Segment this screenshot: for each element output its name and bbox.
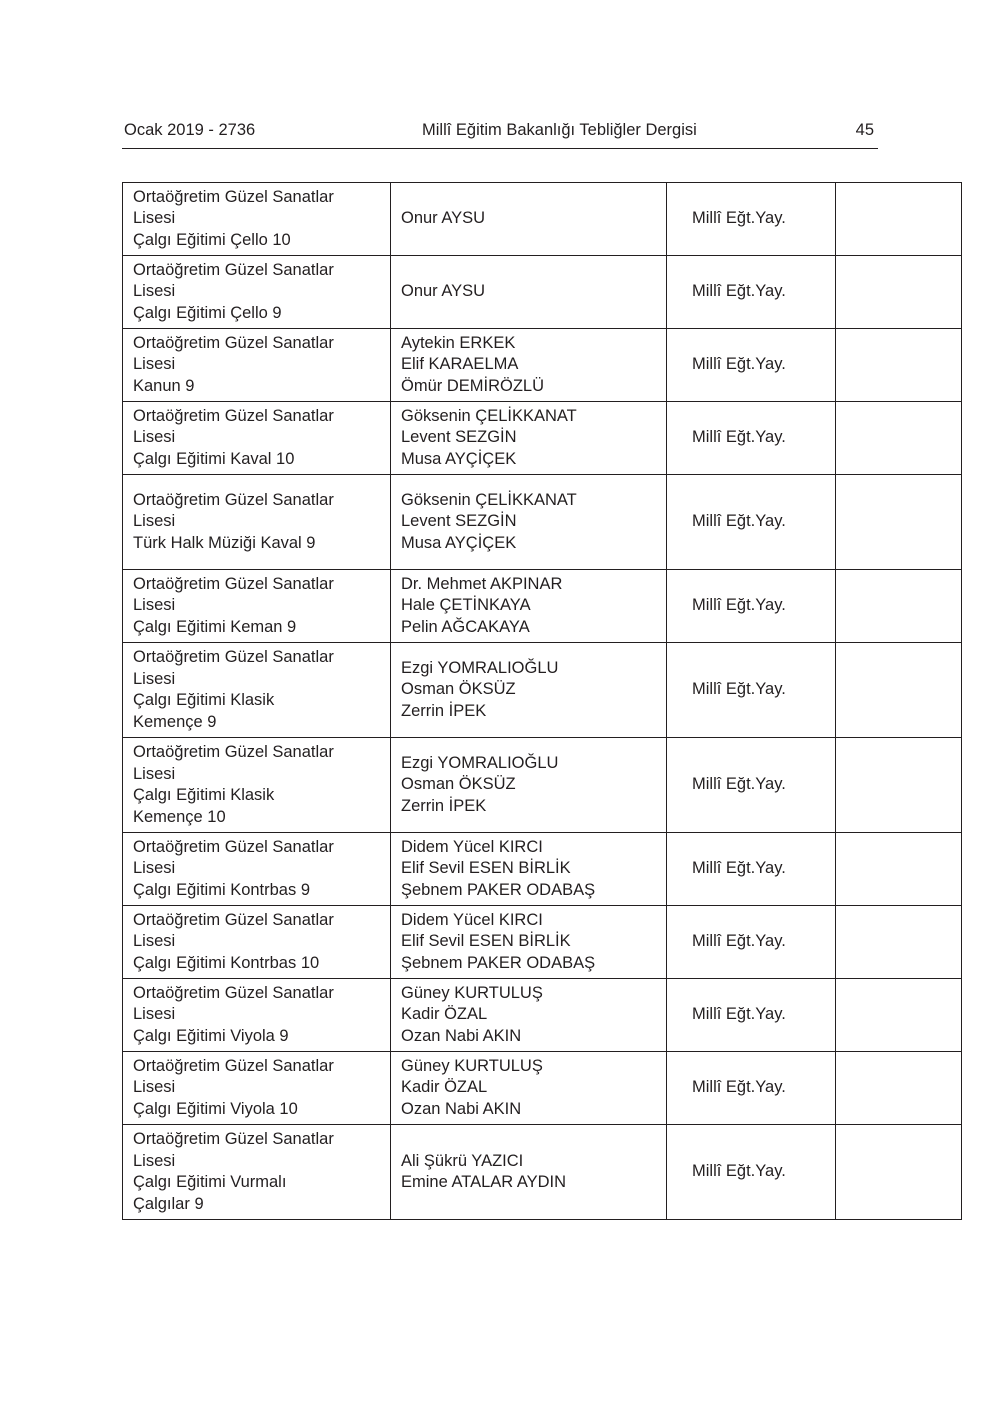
author-name: Elif Sevil ESEN BİRLİK — [401, 859, 571, 878]
publisher-cell — [667, 1125, 836, 1220]
author-name: Musa AYÇİÇEK — [401, 533, 517, 552]
table-row — [123, 329, 962, 402]
publisher-cell — [667, 329, 836, 402]
authors-cell — [391, 256, 667, 329]
book-title-line: Ortaöğretim Güzel Sanatlar — [133, 1130, 334, 1148]
authors-cell — [391, 1052, 667, 1125]
book-title-line: Çalgı Eğitimi Viyola 9 — [133, 1026, 289, 1045]
author-name: Ömür DEMİRÖZLÜ — [401, 376, 545, 395]
book-title-line: Lisesi — [133, 596, 176, 615]
author-name: Güney KURTULUŞ — [401, 983, 543, 1002]
book-title-line: Çalgı Eğitimi Keman 9 — [133, 617, 297, 636]
table-row — [123, 643, 962, 738]
authors-cell — [391, 738, 667, 833]
book-title-line: Ortaöğretim Güzel Sanatlar — [133, 910, 334, 929]
book-title-line: Lisesi — [133, 209, 176, 228]
journal-title: Millî Eğitim Bakanlığı Tebliğler Dergisi — [422, 121, 697, 139]
book-title-cell — [123, 643, 391, 738]
book-title-cell — [123, 1125, 391, 1220]
publisher-name: Millî Eğt.Yay. — [692, 775, 786, 794]
publisher-name: Millî Eğt.Yay. — [692, 282, 786, 301]
book-title-line: Çalgı Eğitimi Kontrbas 9 — [133, 880, 310, 899]
note-cell — [836, 833, 962, 906]
book-title-line: Lisesi — [133, 1078, 176, 1097]
authors-cell — [391, 979, 667, 1052]
book-title-line: Ortaöğretim Güzel Sanatlar — [133, 490, 334, 509]
book-title-line: Lisesi — [133, 669, 176, 688]
book-title-line: Lisesi — [133, 428, 176, 447]
author-name: Onur AYSU — [401, 282, 486, 301]
table-row — [123, 402, 962, 475]
publisher-cell — [667, 183, 836, 256]
author-name: Ozan Nabi AKIN — [401, 1026, 522, 1045]
publisher-name: Millî Eğt.Yay. — [692, 680, 786, 699]
book-title-line: Ortaöğretim Güzel Sanatlar — [133, 260, 334, 279]
publisher-name: Millî Eğt.Yay. — [692, 209, 786, 228]
book-title-cell — [123, 402, 391, 475]
book-title-line: Çalgı Eğitimi Çello 9 — [133, 303, 282, 322]
book-title-line: Çalgı Eğitimi Viyola 10 — [133, 1099, 298, 1118]
table-row — [123, 833, 962, 906]
publisher-name: Millî Eğt.Yay. — [692, 596, 786, 615]
publisher-cell — [667, 643, 836, 738]
table-row — [123, 979, 962, 1052]
book-title-line: Lisesi — [133, 1151, 176, 1170]
book-title-line: Ortaöğretim Güzel Sanatlar — [133, 1056, 334, 1075]
book-title-line: Ortaöğretim Güzel Sanatlar — [133, 743, 334, 761]
book-title-cell — [123, 906, 391, 979]
book-title-line: Türk Halk Müziği Kaval 9 — [133, 533, 316, 552]
note-cell — [836, 183, 962, 256]
author-name: Elif Sevil ESEN BİRLİK — [401, 932, 571, 951]
note-cell — [836, 570, 962, 643]
note-cell — [836, 979, 962, 1052]
note-cell — [836, 738, 962, 833]
authors-cell — [391, 570, 667, 643]
publisher-cell — [667, 1052, 836, 1125]
book-title-line: Ortaöğretim Güzel Sanatlar — [133, 983, 334, 1002]
author-name: Emine ATALAR AYDIN — [401, 1173, 567, 1191]
note-cell — [836, 402, 962, 475]
publisher-cell — [667, 833, 836, 906]
publisher-cell — [667, 402, 836, 475]
publisher-cell — [667, 570, 836, 643]
note-cell — [836, 643, 962, 738]
book-title-line: Lisesi — [133, 355, 176, 374]
book-title-line: Ortaöğretim Güzel Sanatlar — [133, 648, 334, 666]
textbook-table — [122, 182, 962, 1220]
publisher-name: Millî Eğt.Yay. — [692, 859, 786, 878]
publisher-cell — [667, 475, 836, 570]
table-row — [123, 906, 962, 979]
publisher-name: Millî Eğt.Yay. — [692, 355, 786, 374]
author-name: Didem Yücel KIRCI — [401, 837, 543, 856]
book-title-line: Ortaöğretim Güzel Sanatlar — [133, 837, 334, 856]
author-name: Kadir ÖZAL — [401, 1005, 488, 1024]
authors-cell — [391, 833, 667, 906]
author-name: Levent SEZGİN — [401, 512, 517, 531]
book-title-line: Kemençe 10 — [133, 807, 226, 826]
author-name: Pelin AĞCAKAYA — [401, 617, 530, 636]
author-name: Göksenin ÇELİKKANAT — [401, 406, 577, 425]
author-name: Zerrin İPEK — [401, 796, 487, 815]
publisher-cell — [667, 906, 836, 979]
author-name: Zerrin İPEK — [401, 701, 487, 720]
authors-cell — [391, 329, 667, 402]
author-name: Hale ÇETİNKAYA — [401, 596, 531, 615]
book-title-line: Lisesi — [133, 282, 176, 301]
page-header — [122, 118, 878, 149]
note-cell — [836, 1052, 962, 1125]
authors-cell — [391, 643, 667, 738]
book-title-line: Ortaöğretim Güzel Sanatlar — [133, 574, 334, 593]
book-title-cell — [123, 1052, 391, 1125]
author-name: Şebnem PAKER ODABAŞ — [401, 880, 596, 899]
author-name: Osman ÖKSÜZ — [401, 775, 516, 794]
authors-cell — [391, 475, 667, 570]
book-title-line: Çalgı Eğitimi Kontrbas 10 — [133, 953, 320, 972]
author-name: Onur AYSU — [401, 209, 486, 228]
book-title-line: Ortaöğretim Güzel Sanatlar — [133, 406, 334, 425]
publisher-name: Millî Eğt.Yay. — [692, 1078, 786, 1097]
book-title-line: Kanun 9 — [133, 376, 195, 395]
publisher-cell — [667, 979, 836, 1052]
author-name: Ozan Nabi AKIN — [401, 1099, 522, 1118]
publisher-cell — [667, 738, 836, 833]
book-title-line: Çalgı Eğitimi Klasik — [133, 786, 275, 804]
table-row — [123, 1052, 962, 1125]
publisher-cell — [667, 256, 836, 329]
note-cell — [836, 256, 962, 329]
table-row — [123, 1125, 962, 1220]
note-cell — [836, 906, 962, 979]
author-name: Ali Şükrü YAZICI — [401, 1151, 524, 1170]
note-cell — [836, 329, 962, 402]
book-title-line: Ortaöğretim Güzel Sanatlar — [133, 187, 334, 206]
note-cell — [836, 475, 962, 570]
table-row — [123, 570, 962, 643]
book-title-line: Çalgı Eğitimi Kaval 10 — [133, 449, 295, 468]
book-title-cell — [123, 256, 391, 329]
book-title-line: Lisesi — [133, 512, 176, 531]
page-number: 45 — [855, 121, 874, 139]
book-title-line: Çalgı Eğitimi Vurmalı — [133, 1173, 287, 1191]
book-title-line: Çalgı Eğitimi Çello 10 — [133, 230, 291, 249]
authors-cell — [391, 402, 667, 475]
book-title-cell — [123, 979, 391, 1052]
book-title-cell — [123, 329, 391, 402]
author-name: Şebnem PAKER ODABAŞ — [401, 953, 596, 972]
publisher-name: Millî Eğt.Yay. — [692, 932, 786, 951]
issue-date: Ocak 2019 - 2736 — [124, 121, 256, 139]
author-name: Didem Yücel KIRCI — [401, 910, 543, 929]
book-title-cell — [123, 833, 391, 906]
author-name: Elif KARAELMA — [401, 355, 519, 374]
author-name: Osman ÖKSÜZ — [401, 680, 516, 699]
publisher-name: Millî Eğt.Yay. — [692, 1162, 786, 1181]
table-row — [123, 183, 962, 256]
book-title-cell — [123, 570, 391, 643]
table-row — [123, 738, 962, 833]
book-title-line: Çalgılar 9 — [133, 1194, 204, 1213]
author-name: Ezgi YOMRALIOĞLU — [401, 658, 559, 677]
author-name: Musa AYÇİÇEK — [401, 449, 517, 468]
book-title-line: Lisesi — [133, 859, 176, 878]
author-name: Aytekin ERKEK — [401, 333, 516, 352]
publisher-name: Millî Eğt.Yay. — [692, 1005, 786, 1024]
authors-cell — [391, 1125, 667, 1220]
table-body — [123, 183, 962, 1220]
book-title-line: Çalgı Eğitimi Klasik — [133, 691, 275, 709]
author-name: Güney KURTULUŞ — [401, 1056, 543, 1075]
book-title-line: Lisesi — [133, 932, 176, 951]
publisher-name: Millî Eğt.Yay. — [692, 428, 786, 447]
author-name: Levent SEZGİN — [401, 428, 517, 447]
author-name: Göksenin ÇELİKKANAT — [401, 490, 577, 509]
authors-cell — [391, 183, 667, 256]
book-title-line: Lisesi — [133, 764, 176, 783]
book-title-line: Ortaöğretim Güzel Sanatlar — [133, 333, 334, 352]
book-title-cell — [123, 183, 391, 256]
publisher-name: Millî Eğt.Yay. — [692, 512, 786, 531]
author-name: Kadir ÖZAL — [401, 1078, 488, 1097]
book-title-line: Lisesi — [133, 1005, 176, 1024]
authors-cell — [391, 906, 667, 979]
book-title-cell — [123, 738, 391, 833]
note-cell — [836, 1125, 962, 1220]
book-title-cell — [123, 475, 391, 570]
author-name: Ezgi YOMRALIOĞLU — [401, 753, 559, 772]
table-row — [123, 256, 962, 329]
table-row — [123, 475, 962, 570]
book-title-line: Kemençe 9 — [133, 712, 217, 731]
author-name: Dr. Mehmet AKPINAR — [401, 574, 563, 593]
